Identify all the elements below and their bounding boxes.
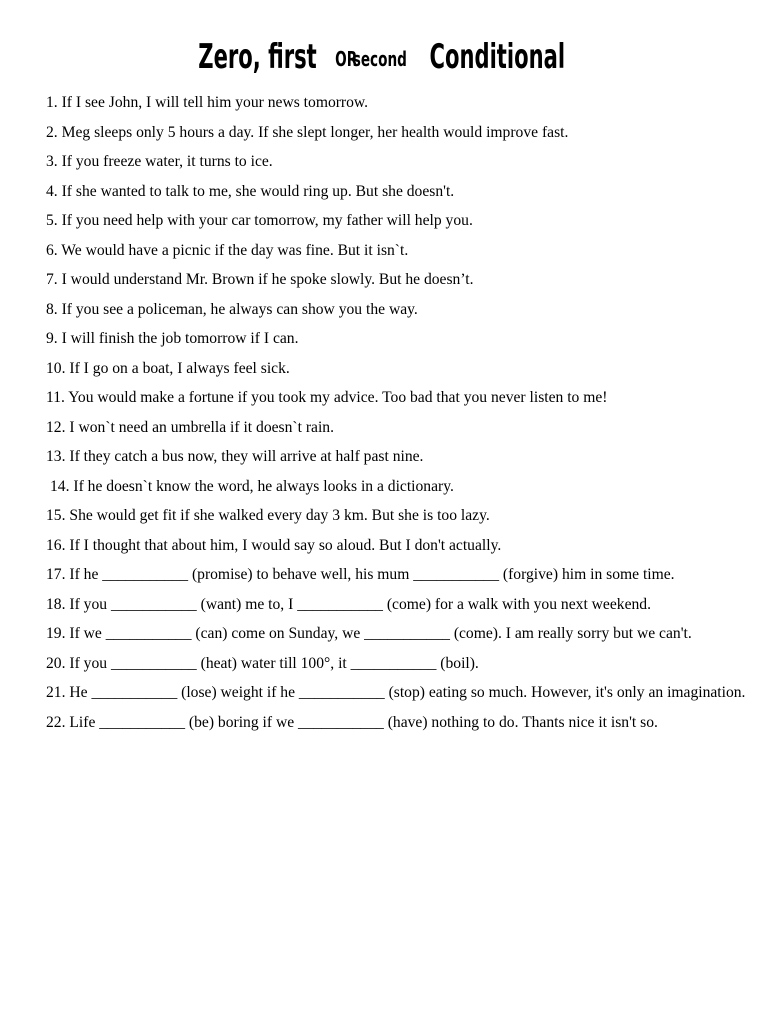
exercise-item: 5. If you need help with your car tomorrow, my father will help you.	[46, 212, 473, 229]
exercise-item: 12. I won`t need an umbrella if it doesn`t rain.	[46, 418, 334, 436]
fill-in-item: 19. If we ___________ (can) come on Sunday, we ___________ (come). I am really sorry but we can't.	[46, 625, 692, 642]
exercise-item: 16. If I thought that about him, I would say so aloud. But I don't actually.	[46, 536, 502, 554]
exercise-item: 8. If you see a policeman, he always can show you the way.	[46, 300, 418, 318]
title-part-or: OR	[335, 47, 358, 71]
fill-in-item: 20. If you ___________ (heat) water till 100°, it ___________ (boil).	[46, 654, 479, 672]
title-part-zero-first: Zero, first	[198, 37, 317, 77]
exercise-item: 4. If she wanted to talk to me, she would ring up. But she doesn't.	[46, 182, 455, 200]
exercise-item: 10. If I go on a boat, I always feel sick.	[46, 359, 290, 377]
title-part-second: second	[353, 47, 408, 71]
worksheet-title	[0, 37, 768, 77]
exercise-item: 11. You would make a fortune if you took my advice. Too bad that you never listen to me!	[46, 389, 608, 406]
exercise-item: 6. We would have a picnic if the day was fine. But it isn`t.	[46, 241, 409, 259]
exercise-item: 7. I would understand Mr. Brown if he spoke slowly. But he doesn’t.	[46, 271, 474, 288]
title-part-conditional: Conditional	[429, 37, 565, 77]
exercise-item: 14. If he doesn`t know the word, he always looks in a dictionary.	[50, 477, 454, 495]
exercise-item: 13. If they catch a bus now, they will arrive at half past nine.	[46, 448, 424, 465]
fill-in-item: 17. If he ___________ (promise) to behave well, his mum ___________ (forgive) him in some time.	[46, 566, 675, 583]
exercise-item: 2. Meg sleeps only 5 hours a day. If she slept longer, her health would improve fast.	[46, 123, 569, 141]
exercise-item: 1. If I see John, I will tell him your news tomorrow.	[46, 94, 369, 111]
exercise-item: 15. She would get fit if she walked every day 3 km. But she is too lazy.	[46, 507, 490, 524]
exercise-item: 9. I will finish the job tomorrow if I can.	[46, 330, 299, 347]
exercise-item: 3. If you freeze water, it turns to ice.	[46, 153, 273, 170]
fill-in-item: 22. Life ___________ (be) boring if we ___________ (have) nothing to do. Thants nice it isn't so.	[46, 713, 658, 731]
fill-in-item: 18. If you ___________ (want) me to, I ___________ (come) for a walk with you next weekend.	[46, 595, 651, 613]
fill-in-item: 21. He ___________ (lose) weight if he ___________ (stop) eating so much. However, it's only an imagination.	[46, 684, 746, 701]
exercise-list	[46, 88, 746, 737]
